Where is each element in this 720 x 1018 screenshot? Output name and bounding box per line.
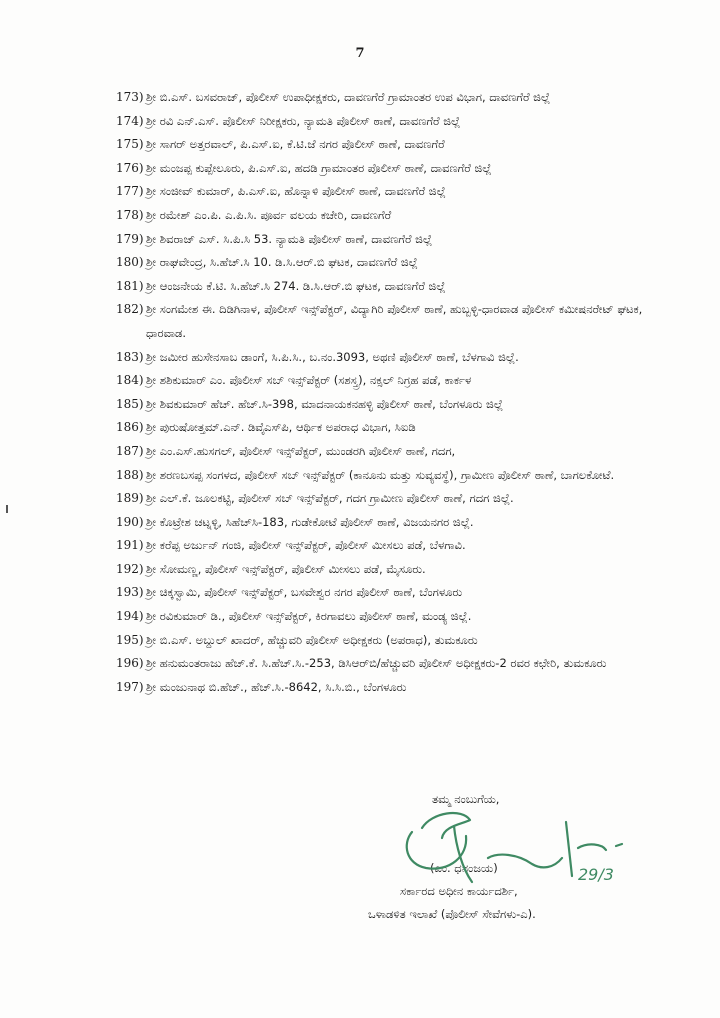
list-item xyxy=(116,605,656,629)
item-number: 178) xyxy=(116,207,144,222)
list-item xyxy=(116,581,656,605)
item-number: 189) xyxy=(116,491,144,506)
signature-image xyxy=(392,798,642,908)
list-item xyxy=(116,369,656,393)
item-text: ಶ್ರೀ ಮಂಜುನಾಥ ಬಿ.ಹೆಚ್., ಹೆಚ್.ಸಿ.-8642, ಸಿ.ಸಿ.ಬಿ., ಬೆಂಗಳೂರು xyxy=(146,679,407,694)
list-item xyxy=(116,629,656,653)
item-text: ಶ್ರೀ ಶರಣಬಸಪ್ಪ ಸಂಗಳದ, ಪೊಲೀಸ್ ಸಬ್ ಇನ್ಸ್‌ಪೆಕ್ಟರ್ (ಕಾನೂನು ಮತ್ತು ಸುವ್ಯವಸ್ಥೆ), ಗ್ರಾಮೀಣ ಪೊಲೀಸ್ ಠಾಣೆ, ಬಾಗಲಕೋಟೆ. xyxy=(146,467,615,482)
list-item xyxy=(116,346,656,370)
item-text: ಶ್ರೀ ಶಿವರಾಜ್ ಎಸ್. ಸಿ.ಪಿ.ಸಿ 53. ನ್ಯಾಮತಿ ಪೊಲೀಸ್ ಠಾಣೆ, ದಾವಣಗೆರೆ ಜಿಲ್ಲೆ xyxy=(146,231,433,246)
list-item xyxy=(116,652,656,676)
item-text: ಶ್ರೀ ಚಿಕ್ಕಸ್ವಾಮಿ, ಪೊಲೀಸ್ ಇನ್ಸ್‌ಪೆಕ್ಟರ್, ಬಸವೇಶ್ವರ ನಗರ ಪೊಲೀಸ್ ಠಾಣೆ, ಬೆಂಗಳೂರು xyxy=(146,585,463,600)
item-number: 196) xyxy=(116,656,144,671)
item-number: 185) xyxy=(116,396,144,411)
item-text: ಶ್ರೀ ಶಿವಕುಮಾರ್ ಹೆಚ್. ಹೆಚ್.ಸಿ-398, ಮಾದನಾಯಕನಹಳ್ಳಿ ಪೊಲೀಸ್ ಠಾಣೆ, ಬೆಂಗಳೂರು ಜಿಲ್ಲೆ xyxy=(146,396,504,411)
item-number: 179) xyxy=(116,231,144,246)
list-item xyxy=(116,511,656,535)
list-item xyxy=(116,86,656,110)
item-text: ಶ್ರೀ ರವಿಕುಮಾರ್ ಡಿ., ಪೊಲೀಸ್ ಇನ್ಸ್‌ಪೆಕ್ಟರ್, ಕಿರಗಾವಲು ಪೊಲೀಸ್ ಠಾಣೆ, ಮಂಡ್ಯ ಜಿಲ್ಲೆ. xyxy=(146,609,472,624)
item-text: ಶ್ರೀ ಮಂಜಪ್ಪ ಕುಪ್ಪೇಲೂರು, ಪಿ.ಎಸ್.ಐ, ಹದಡಿ ಗ್ರಾಮಾಂತರ ಪೊಲೀಸ್ ಠಾಣೆ, ದಾವಣಗೆರೆ ಜಿಲ್ಲೆ xyxy=(146,160,492,175)
item-text: ಶ್ರೀ ಜಮೀರ ಹುಸೇನಸಾಬ ಡಾಂಗೆ, ಸಿ.ಪಿ.ಸಿ., ಬ.ನಂ.3093, ಅಥಣಿ ಪೊಲೀಸ್ ಠಾಣೆ, ಬೆಳಗಾವಿ ಜಿಲ್ಲೆ. xyxy=(146,349,519,364)
item-text: ಶ್ರೀ ಬಿ.ಎಸ್. ಬಸವರಾಜ್, ಪೊಲೀಸ್ ಉಪಾಧೀಕ್ಷಕರು, ದಾವಣಗೆರೆ ಗ್ರಾಮಾಂತರ ಉಪ ವಿಭಾಗ, ದಾವಣಗೆರೆ ಜಿಲ್ಲೆ xyxy=(146,90,551,104)
item-number: 183) xyxy=(116,349,144,364)
item-number: 191) xyxy=(116,538,144,553)
margin-mark xyxy=(6,505,8,513)
list-item xyxy=(116,416,656,440)
item-number: 192) xyxy=(116,561,144,576)
item-text: ಶ್ರೀ ಹನುಮಂತರಾಜು ಹೆಚ್.ಕೆ. ಸಿ.ಹೆಚ್.ಸಿ.-253, ಡಿಸಿಆರ್‌ಬಿ/ಹೆಚ್ಚುವರಿ ಪೊಲೀಸ್ ಅಧೀಕ್ಷಕರು-2 ರವರ ಕಛೇರಿ, ತುಮಕೂರು xyxy=(146,656,607,671)
item-number: 195) xyxy=(116,632,144,647)
list-item xyxy=(116,558,656,582)
page-number: 7 xyxy=(355,46,365,61)
officer-designation: ಸರ್ಕಾರದ ಅಧೀನ ಕಾರ್ಯದರ್ಶಿ, xyxy=(400,884,518,898)
officer-name: (ಎಂ. ಧನಂಜಯ) xyxy=(430,861,498,875)
signature-date: 29/3 xyxy=(578,865,614,884)
item-number: 173) xyxy=(116,90,144,104)
list-item xyxy=(116,440,656,464)
item-text: ಶ್ರೀ ರಾಘವೇಂದ್ರ, ಸಿ.ಹೆಚ್.ಸಿ 10. ಡಿ.ಸಿ.ಆರ್.ಬಿ ಘಟಕ, ದಾವಣಗೆರೆ ಜಿಲ್ಲೆ xyxy=(146,255,418,270)
item-number: 184) xyxy=(116,373,144,388)
item-number: 176) xyxy=(116,160,144,175)
item-text: ಶ್ರೀ ಕೊಟ್ರೇಶ ಚಟ್ನಳ್ಳಿ, ಸಿಹೆಚ್‌ಸಿ-183, ಗುಡೇಕೋಟೆ ಪೊಲೀಸ್ ಠಾಣೆ, ವಿಜಯನಗರ ಜಿಲ್ಲೆ. xyxy=(146,514,474,529)
list-item xyxy=(116,133,656,157)
list-item xyxy=(116,393,656,417)
item-text: ಶ್ರೀ ರಮೇಶ್ ಎಂ.ಪಿ. ಎ.ಪಿ.ಸಿ. ಪೂರ್ವ ವಲಯ ಕಚೇರಿ, ದಾವಣಗೆರೆ xyxy=(146,207,392,222)
item-number: 175) xyxy=(116,137,144,152)
list-item xyxy=(116,487,656,511)
item-number: 177) xyxy=(116,184,144,199)
item-text: ಶ್ರೀ ಎಲ್.ಕೆ. ಜೂಲಕಟ್ಟಿ, ಪೊಲೀಸ್ ಸಬ್ ಇನ್ಸ್‌ಪೆಕ್ಟರ್, ಗದಗ ಗ್ರಾಮೀಣ ಪೊಲೀಸ್ ಠಾಣೆ, ಗದಗ ಜಿಲ್ಲೆ. xyxy=(146,491,514,506)
item-number: 193) xyxy=(116,585,144,600)
item-text: ಶ್ರೀ ಶಶಿಕುಮಾರ್ ಎಂ. ಪೊಲೀಸ್ ಸಬ್ ಇನ್ಸ್‌ಪೆಕ್ಟರ್ (ಸಶಸ್ತ್ರ), ನಕ್ಸಲ್ ನಿಗ್ರಹ ಪಡೆ, ಕಾರ್ಕಳ xyxy=(146,373,472,388)
entry-list xyxy=(116,86,656,699)
department-name: ಒಳಾಡಳಿತ ಇಲಾಖೆ (ಪೊಲೀಸ್ ಸೇವೆಗಳು-ಎ). xyxy=(368,907,536,921)
item-number: 188) xyxy=(116,467,144,482)
item-number: 190) xyxy=(116,514,144,529)
item-text: ಶ್ರೀ ಆಂಜನೇಯ ಕೆ.ಟಿ. ಸಿ.ಹೆಚ್.ಸಿ 274. ಡಿ.ಸಿ.ಆರ್.ಬಿ ಘಟಕ, ದಾವಣಗೆರೆ ಜಿಲ್ಲೆ xyxy=(146,278,446,293)
item-text: ಶ್ರೀ ಸೋಮಣ್ಣ, ಪೊಲೀಸ್ ಇನ್ಸ್‌ಪೆಕ್ಟರ್, ಪೊಲೀಸ್ ಮೀಸಲು ಪಡೆ, ಮೈಸೂರು. xyxy=(146,561,426,576)
item-text: ಶ್ರೀ ಸಂಗಮೇಶ ಈ. ದಿಡಿಗಿನಾಳ, ಪೊಲೀಸ್ ಇನ್ಸ್‌ಪೆಕ್ಟರ್, ವಿದ್ಯಾಗಿರಿ ಪೊಲೀಸ್ ಠಾಣೆ, ಹುಬ್ಬಳ್ಳಿ-ಧಾರವಾಡ ಪೊಲೀಸ್ ಕಮೀಷನರೇಟ್ ಘಟಕ, ಧಾರವಾಡ. xyxy=(146,302,643,340)
list-item xyxy=(116,676,656,700)
list-item xyxy=(116,228,656,252)
list-item xyxy=(116,251,656,275)
salutation: ತಮ್ಮ ನಂಬುಗೆಯ, xyxy=(432,792,500,806)
item-number: 174) xyxy=(116,113,144,128)
item-text: ಶ್ರೀ ಬಿ.ಎಸ್. ಅಬ್ದುಲ್ ಖಾದರ್, ಹೆಚ್ಚುವರಿ ಪೊಲೀಸ್ ಅಧೀಕ್ಷಕರು (ಅಪರಾಧ), ತುಮಕೂರು xyxy=(146,632,478,647)
item-number: 194) xyxy=(116,609,144,624)
list-item xyxy=(116,110,656,134)
list-item xyxy=(116,298,656,345)
item-text: ಶ್ರೀ ಸಾಗರ್ ಅತ್ತರವಾಲ್, ಪಿ.ಎಸ್.ಐ, ಕೆ.ಟಿ.ಜೆ ನಗರ ಪೊಲೀಸ್ ಠಾಣೆ, ದಾವಣಗೆರೆ xyxy=(146,137,445,152)
item-number: 181) xyxy=(116,278,144,293)
item-text: ಶ್ರೀ ರವಿ ಎನ್.ಎಸ್. ಪೊಲೀಸ್ ನಿರೀಕ್ಷಕರು, ನ್ಯಾಮತಿ ಪೊಲೀಸ್ ಠಾಣೆ, ದಾವಣಗೆರೆ ಜಿಲ್ಲೆ xyxy=(146,113,461,128)
list-item xyxy=(116,157,656,181)
item-number: 197) xyxy=(116,679,144,694)
item-text: ಶ್ರೀ ಎಂ.ಎಸ್.ಹುಸಗಲ್, ಪೊಲೀಸ್ ಇನ್ಸ್‌ಪೆಕ್ಟರ್, ಮುಂಡರಗಿ ಪೊಲೀಸ್ ಠಾಣೆ, ಗದಗ, xyxy=(146,443,456,458)
item-text: ಶ್ರೀ ಕರೆಪ್ಪ ಅರ್ಜುನ್ ಗಂಜಿ, ಪೊಲೀಸ್ ಇನ್ಸ್‌ಪೆಕ್ಟರ್, ಪೊಲೀಸ್ ಮೀಸಲು ಪಡೆ, ಬೆಳಗಾವಿ. xyxy=(146,538,466,553)
item-number: 186) xyxy=(116,420,144,435)
item-number: 187) xyxy=(116,443,144,458)
list-item xyxy=(116,180,656,204)
list-item xyxy=(116,534,656,558)
list-item xyxy=(116,275,656,299)
list-item xyxy=(116,464,656,488)
item-text: ಶ್ರೀ ಪುರುಷೋತ್ತಮ್.ಎನ್. ಡಿವೈಎಸ್‌ಪಿ, ಆರ್ಥಿಕ ಅಪರಾಧ ವಿಭಾಗ, ಸಿಐಡಿ xyxy=(146,420,416,435)
list-item xyxy=(116,204,656,228)
item-number: 180) xyxy=(116,255,144,270)
item-number: 182) xyxy=(116,302,144,317)
item-text: ಶ್ರೀ ಸಂಜೀವ್ ಕುಮಾರ್, ಪಿ.ಎಸ್.ಐ, ಹೊನ್ನಾಳಿ ಪೊಲೀಸ್ ಠಾಣೆ, ದಾವಣಗೆರೆ ಜಿಲ್ಲೆ xyxy=(146,184,446,199)
